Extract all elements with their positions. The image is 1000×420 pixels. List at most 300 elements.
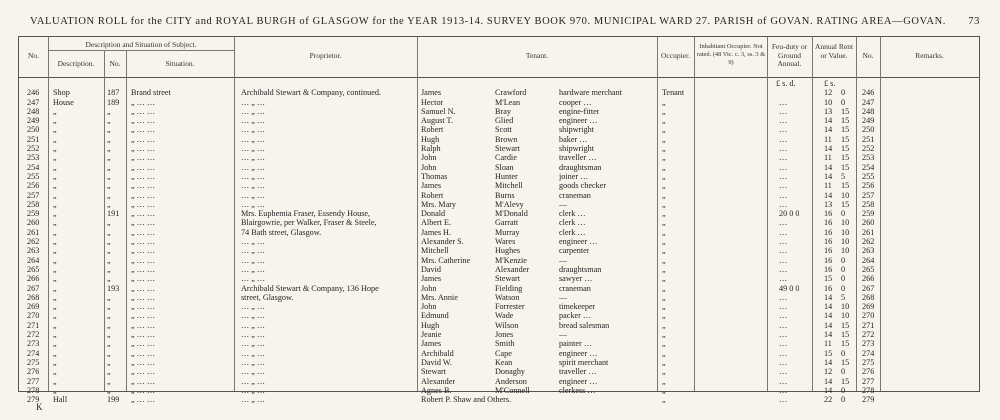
cell-feu: … [779,385,788,395]
cell-annual-pounds: 11 [824,153,832,163]
cell-no: 260 [27,218,40,228]
col-desc-group: Description and Situation of Subject. [85,40,197,49]
cell-occupation: engineer … [559,376,598,386]
cell-street-no: „ [107,348,111,358]
cell-annual-shillings: 10 [841,218,850,228]
table-row [19,256,979,265]
cell-annual-shillings: 0 [841,385,846,395]
cell-no: 275 [27,357,40,367]
cell-no: 248 [27,106,40,116]
cell-street-no: „ [107,311,111,321]
cell-no: 258 [27,199,40,209]
cell-no: 250 [27,125,40,135]
cell-occupier: „ [662,255,666,265]
cell-occupier: „ [662,116,666,126]
col-street-no: No. [109,59,121,68]
cell-tenant-last: Glied [495,116,514,126]
cell-annual-pounds: 14 [824,292,833,302]
cell-tenant-first: Albert E. [421,218,452,228]
cell-no-right: 259 [862,209,875,219]
cell-street-no: „ [107,106,111,116]
cell-proprietor: Archibald Stewart & Company, 136 Hope [241,283,379,293]
cell-occupier: „ [662,367,666,377]
col-tenant: Tenant. [525,51,549,60]
cell-situation: „ … … [131,237,156,247]
cell-no: 268 [27,292,40,302]
cell-no-right: 278 [862,385,875,395]
cell-occupation: engineer … [559,116,598,126]
cell-annual-shillings: 10 [841,227,850,237]
table-row [19,181,979,190]
cell-situation: „ … … [131,264,156,274]
table-body [19,79,979,404]
cell-description: „ [53,311,57,321]
cell-annual-shillings: 15 [841,339,850,349]
cell-annual-pounds: 16 [824,227,833,237]
cell-annual-pounds: 11 [824,339,832,349]
cell-occupier: „ [662,395,666,405]
cell-feu: … [779,302,788,312]
cell-street-no: „ [107,292,111,302]
cell-street-no: „ [107,357,111,367]
table-row [19,116,979,125]
cell-annual-pounds: 14 [824,144,833,154]
cell-tenant-first: Edmund [421,311,449,321]
table-row [19,191,979,200]
cell-tenant-last: Hughes [495,246,521,256]
cell-situation: „ … … [131,134,156,144]
cell-situation: „ … … [131,209,156,219]
cell-situation: „ … … [131,348,156,358]
cell-situation: „ … … [131,292,156,302]
cell-annual-shillings: 15 [841,181,850,191]
cell-annual-shillings: 15 [841,116,850,126]
cell-no: 249 [27,116,40,126]
col-situation: Situation. [165,59,195,68]
cell-tenant-last: Kean [495,357,513,367]
cell-no: 252 [27,144,40,154]
cell-tenant-first: Hector [421,97,444,107]
cell-annual-pounds: 13 [824,106,833,116]
cell-feu: … [779,218,788,228]
cell-occupation: traveller … [559,367,597,377]
cell-occupier: „ [662,162,666,172]
cell-description: „ [53,274,57,284]
cell-proprietor: … „ … [241,134,266,144]
cell-feu: … [779,367,788,377]
cell-occupation: packer … [559,311,592,321]
cell-situation: „ … … [131,246,156,256]
cell-situation: „ … … [131,144,156,154]
cell-no-right: 252 [862,144,875,154]
cell-street-no: „ [107,237,111,247]
cell-proprietor: … „ … [241,330,266,340]
cell-annual-shillings: 15 [841,125,850,135]
cell-occupier: „ [662,311,666,321]
cell-situation: „ … … [131,311,156,321]
cell-proprietor: … „ … [241,246,266,256]
cell-annual-shillings: 15 [841,162,850,172]
footer-mark: K [36,402,43,412]
cell-proprietor: … „ … [241,357,266,367]
cell-no-right: 266 [862,274,875,284]
cell-street-no: „ [107,181,111,191]
cell-tenant-last: Anderson [495,376,527,386]
cell-feu: … [779,320,788,330]
cell-tenant-first: John [421,283,437,293]
cell-description: „ [53,237,57,247]
cell-no-right: 270 [862,311,875,321]
cell-no-right: 246 [862,88,875,98]
cell-annual-shillings: 15 [841,199,850,209]
cell-tenant-first: Thomas [421,171,448,181]
col-description: Description. [57,59,95,68]
cell-feu: … [779,153,788,163]
cell-tenant-first: Mrs. Catherine [421,255,471,265]
cell-occupation: baker … [559,134,588,144]
cell-feu: … [779,190,788,200]
cell-proprietor: … „ … [241,144,266,154]
cell-proprietor: 74 Bath street, Glasgow. [241,227,322,237]
cell-annual-shillings: 0 [841,348,846,358]
cell-occupier: „ [662,171,666,181]
cell-annual-shillings: 15 [841,376,850,386]
cell-description: „ [53,125,57,135]
cell-description: „ [53,357,57,367]
table-row [19,330,979,339]
cell-no-right: 279 [862,395,875,405]
cell-occupation: — [559,330,568,340]
cell-situation: „ … … [131,97,156,107]
cell-no: 265 [27,264,40,274]
cell-tenant-last: M'Donald [495,209,528,219]
cell-annual-pounds: 16 [824,264,833,274]
cell-street-no: 191 [107,209,120,219]
cell-proprietor: … „ … [241,311,266,321]
page-number: 73 [968,16,980,27]
cell-annual-pounds: 16 [824,218,833,228]
cell-tenant-last: M'Alevy [495,199,524,209]
cell-occupation: craneman [559,283,591,293]
cell-tenant-first: Jeanie [421,330,442,340]
cell-street-no: „ [107,376,111,386]
cell-no-right: 264 [862,255,875,265]
cell-no-right: 263 [862,246,875,256]
cell-annual-pounds: 16 [824,283,833,293]
cell-tenant-last: Alexander [495,264,530,274]
cell-annual-shillings: 0 [841,395,846,405]
cell-occupation: clerk … [559,209,586,219]
cell-annual-pounds: 22 [824,395,833,405]
cell-occupation: hardware merchant [559,88,622,98]
cell-situation: „ … … [131,283,156,293]
table-row [19,395,979,404]
cell-annual-shillings: 15 [841,357,850,367]
cell-tenant-first: Samuel N. [421,106,456,116]
cell-occupier: „ [662,302,666,312]
cell-no-right: 261 [862,227,875,237]
cell-description: House [53,97,74,107]
cell-description: „ [53,134,57,144]
table-row [19,358,979,367]
table-row [19,367,979,376]
cell-annual-pounds: 14 [824,116,833,126]
cell-description: Shop [53,88,70,98]
cell-street-no: 187 [107,88,120,98]
cell-occupation: draughtsman [559,162,602,172]
cell-annual-shillings: 15 [841,153,850,163]
table-row [19,377,979,386]
cell-proprietor: … „ … [241,181,266,191]
cell-street-no: „ [107,339,111,349]
cell-occupier: „ [662,125,666,135]
cell-feu: … [779,395,788,405]
cell-proprietor: … „ … [241,367,266,377]
cell-no: 276 [27,367,40,377]
cell-situation: „ … … [131,330,156,340]
cell-street-no: „ [107,144,111,154]
cell-occupier: „ [662,264,666,274]
cell-no: 262 [27,237,40,247]
cell-annual-shillings: 10 [841,190,850,200]
cell-annual-pounds: 16 [824,246,833,256]
cell-occupation: — [559,292,568,302]
cell-proprietor: … „ … [241,116,266,126]
cell-occupation: engineer … [559,348,598,358]
cell-annual-pounds: 15 [824,348,833,358]
col-occupier: Occupier. [661,51,690,60]
cell-annual-pounds: 14 [824,330,833,340]
cell-street-no: „ [107,227,111,237]
cell-annual-pounds: 16 [824,237,833,247]
cell-occupation: engineer … [559,237,598,247]
cell-occupation: traveller … [559,153,597,163]
cell-tenant-last: M'Connell [495,385,530,395]
cell-annual-shillings: 15 [841,144,850,154]
col-remarks: Remarks. [915,51,944,60]
cell-tenant-first: August T. [421,116,453,126]
cell-description: „ [53,218,57,228]
cell-proprietor: … „ … [241,302,266,312]
cell-occupier: „ [662,246,666,256]
cell-occupation: — [559,199,568,209]
cell-feu: … [779,162,788,172]
cell-occupier: „ [662,218,666,228]
cell-no-right: 274 [862,348,875,358]
cell-proprietor: … „ … [241,97,266,107]
cell-description: „ [53,255,57,265]
cell-tenant-last: Hunter [495,171,518,181]
cell-situation: „ … … [131,302,156,312]
cell-proprietor: … „ … [241,153,266,163]
cell-tenant-first: Agnes B. [421,385,452,395]
cell-situation: „ … … [131,125,156,135]
cell-no-right: 271 [862,320,875,330]
cell-no: 272 [27,330,40,340]
cell-feu: … [779,274,788,284]
table-row [19,135,979,144]
cell-feu: 20 0 0 [779,209,800,219]
cell-proprietor: Mrs. Euphemia Fraser, Essendy House, [241,209,371,219]
cell-no: 279 [27,395,40,405]
cell-no: 261 [27,227,40,237]
cell-situation: „ … … [131,357,156,367]
cell-annual-shillings: 0 [841,97,846,107]
cell-tenant-first: James [421,88,442,98]
cell-tenant-last: Garratt [495,218,519,228]
cell-tenant-first: Hugh [421,134,440,144]
cell-annual-shillings: 10 [841,302,850,312]
cell-street-no: „ [107,302,111,312]
col-no: No. [27,51,40,60]
cell-annual-shillings: 10 [841,237,850,247]
cell-street-no: „ [107,246,111,256]
cell-occupier: „ [662,181,666,191]
cell-description: „ [53,376,57,386]
cell-annual-pounds: 16 [824,255,833,265]
cell-description: „ [53,162,57,172]
cell-occupier: Tenant [662,88,685,98]
table-row [19,321,979,330]
cell-description: „ [53,106,57,116]
cell-tenant-last: Smith [495,339,515,349]
cell-tenant-last: Mitchell [495,181,523,191]
cell-feu: … [779,106,788,116]
cell-no-right: 277 [862,376,875,386]
cell-annual-shillings: 0 [841,264,846,274]
cell-annual-pounds: 14 [824,311,833,321]
cell-no-right: 250 [862,125,875,135]
cell-occupation: bread salesman [559,320,610,330]
cell-street-no: „ [107,190,111,200]
cell-tenant-last: Sloan [495,162,514,172]
cell-tenant-last: Jones [495,330,514,340]
cell-description: „ [53,320,57,330]
cell-no: 266 [27,274,40,284]
cell-annual-shillings: 0 [841,367,846,377]
cell-occupier: „ [662,134,666,144]
cell-occupier: „ [662,227,666,237]
table-row [19,98,979,107]
cell-annual-shillings: 15 [841,320,850,330]
cell-feu: … [779,255,788,265]
cell-description: „ [53,385,57,395]
cell-tenant-last: Scott [495,125,512,135]
cell-description: „ [53,144,57,154]
cell-no-right: 269 [862,302,875,312]
cell-no: 271 [27,320,40,330]
cell-description: „ [53,116,57,126]
cell-description: „ [53,348,57,358]
cell-no-right: 258 [862,199,875,209]
cell-street-no: „ [107,153,111,163]
cell-proprietor: … „ … [241,376,266,386]
cell-tenant-last: Wilson [495,320,519,330]
cell-situation: Brand street [131,88,171,98]
cell-occupation: shipwright [559,125,595,135]
cell-no-right: 254 [862,162,875,172]
cell-tenant-last: Cardie [495,153,517,163]
cell-occupation: carpenter [559,246,590,256]
cell-feu: … [779,357,788,367]
cell-feu: … [779,339,788,349]
cell-situation: „ … … [131,227,156,237]
cell-description: „ [53,199,57,209]
cell-no-right: 260 [862,218,875,228]
cell-tenant-first: James [421,339,442,349]
cell-situation: „ … … [131,255,156,265]
cell-description: „ [53,302,57,312]
cell-no: 251 [27,134,40,144]
cell-description: „ [53,283,57,293]
cell-situation: „ … … [131,274,156,284]
cell-annual-pounds: 14 [824,125,833,135]
cell-proprietor: … „ … [241,255,266,265]
cell-tenant-first: James H. [421,227,452,237]
cell-occupation: clerkess … [559,385,596,395]
cell-no-right: 249 [862,116,875,126]
cell-no-right: 262 [862,237,875,247]
cell-tenant-first: James [421,181,442,191]
cell-occupation: clerk … [559,218,586,228]
cell-no-right: 275 [862,357,875,367]
cell-description: „ [53,292,57,302]
cell-occupier: „ [662,357,666,367]
table-row [19,284,979,293]
cell-description: „ [53,367,57,377]
cell-annual-pounds: 14 [824,162,833,172]
cell-occupation: goods checker [559,181,607,191]
cell-situation: „ … … [131,190,156,200]
table-row [19,88,979,97]
units-row [19,79,979,88]
cell-occupier: „ [662,97,666,107]
cell-tenant-first: David W. [421,357,452,367]
cell-proprietor: … „ … [241,339,266,349]
cell-annual-pounds: 10 [824,97,833,107]
table-row [19,172,979,181]
cell-street-no: 199 [107,395,120,405]
cell-occupier: „ [662,106,666,116]
cell-annual-pounds: 14 [824,190,833,200]
cell-no: 259 [27,209,40,219]
cell-annual-shillings: 10 [841,246,850,256]
cell-annual-pounds: 14 [824,302,833,312]
cell-annual-shillings: 0 [841,88,846,98]
cell-annual-pounds: 14 [824,376,833,386]
col-feu: Feu-duty or Ground Annual. [771,42,808,68]
cell-annual-shillings: 15 [841,330,850,340]
cell-feu: … [779,97,788,107]
table-row [19,218,979,227]
cell-tenant-first: Mrs. Mary [421,199,457,209]
cell-occupation: painter … [559,339,592,349]
cell-no-right: 267 [862,283,875,293]
cell-occupier: „ [662,190,666,200]
cell-annual-shillings: 0 [841,255,846,265]
table-row [19,386,979,395]
cell-tenant-last: Bray [495,106,511,116]
cell-description: „ [53,153,57,163]
cell-no: 253 [27,153,40,163]
cell-situation: „ … … [131,376,156,386]
cell-tenant-first: Mitchell [421,246,449,256]
cell-tenant-first: Robert [421,125,444,135]
cell-occupation: cooper … [559,97,592,107]
cell-no: 267 [27,283,40,293]
cell-feu: … [779,125,788,135]
cell-situation: „ … … [131,395,156,405]
